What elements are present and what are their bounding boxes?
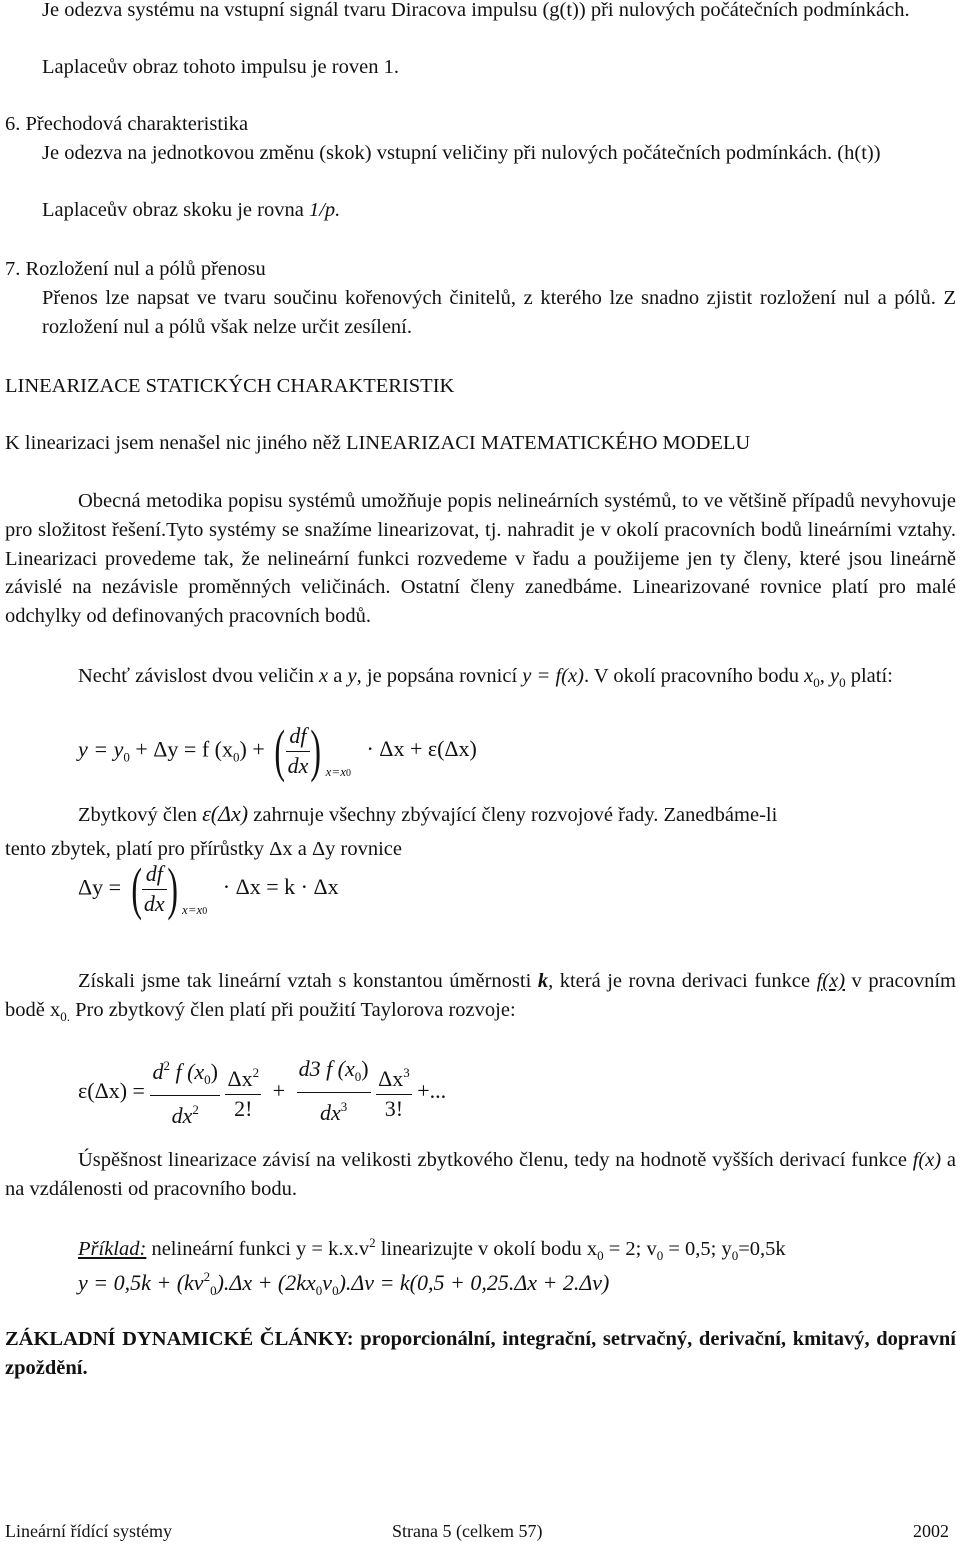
basic-elements-paragraph: ZÁKLADNÍ DYNAMICKÉ ČLÁNKY: proporcionální, integrační, setrvačný, derivační, kmitavý, dopravní zpoždění. bbox=[5, 1328, 956, 1379]
item6-title: 6. Přechodová charakteristika bbox=[5, 113, 249, 135]
example-line: Příklad: nelineární funkci $y = k.x.v^2$ linearizujte v okolí bodu $x_0 = 2$; $v_0 = 0,5$; $y_0=0,5k$ bbox=[78, 1235, 786, 1263]
success-paragraph: Úspěšnost linearizace závisí na velikosti zbytkového členu, tedy na hodnotě vyšších derivací funkce f(x) a na vzdálenosti od pracovního bodu. bbox=[5, 1149, 956, 1200]
item7-text: Přenos lze napsat ve tvaru součinu kořenových činitelů, z kterého lze snadno zjistit rozložení nul a pólů. Z rozložení nul a pólů však nelze určit zesílení. bbox=[42, 287, 956, 338]
item6-text: Je odezva na jednotkovou změnu (skok) vstupní veličiny při nulových počátečních podmínkách. (h(t)) bbox=[42, 142, 881, 164]
footer-page-number: Strana 5 (celkem 57) bbox=[392, 1521, 543, 1541]
remainder-paragraph: Zbytkový člen ε(Δx) zahrnuje všechny zbývající členy rozvojové řady. Zanedbáme-li bbox=[78, 801, 778, 826]
item7-title: 7. Rozložení nul a pólů přenosu bbox=[5, 258, 266, 280]
section-heading: LINEARIZACE STATICKÝCH CHARAKTERISTIK bbox=[5, 375, 455, 397]
remainder-continuation: tento zbytek, platí pro přírůstky Δx a Δy rovnice bbox=[5, 838, 402, 860]
intro-paragraph: Je odezva systému na vstupní signál tvaru Diracova impulsu (g(t)) při nulových počátečních podmínkách. bbox=[42, 0, 910, 21]
equation-linearization: $y = y_0 + \Delta y = f$ $(x_0)$ + ( $\frac{df}{dx}$ ) $_{x=x0}$ · Δx + ε(Δx) bbox=[78, 718, 477, 784]
intro-laplace: Laplaceův obraz tohoto impulsu je roven 1. bbox=[42, 56, 399, 78]
footer-title: Lineární řídící systémy bbox=[5, 1521, 172, 1541]
section-note: K linearizaci jsem nenašel nic jiného něž LINEARIZACI MATEMATICKÉHO MODELU bbox=[5, 432, 751, 454]
proportionality-paragraph: Získali jsme tak lineární vztah s konstantou úměrnosti k, která je rovna derivaci funkce f(x) v pracovním bodě $x_{0.}$ Pro zbytkový člen platí při použití Taylorova rozvoje: bbox=[5, 970, 956, 1024]
footer-year: 2002 bbox=[913, 1521, 949, 1541]
dependency-paragraph: Nechť závislost dvou veličin x a y, je popsána rovnicí y = f(x). V okolí pracovního bodu $x_0$, $y_0$ platí: bbox=[78, 665, 893, 691]
equation-increment: Δy = ( $\frac{df}{dx}$ ) $_{x=x0}$ · Δx = k · Δx bbox=[78, 856, 339, 922]
item6-laplace: Laplaceův obraz skoku je rovna 1/p. bbox=[42, 199, 341, 221]
linearization-paragraph: Obecná metodika popisu systémů umožňuje popis nelineárních systémů, to ve většině případů nevyhovuje pro složitost řešení.Tyto systémy se snažíme linearizovat, tj. nahradit je v okolí pracovních bodů lineárními vztahy. Linearizaci provedeme tak, že nelineární funkci rozvedeme v řadu a použijeme jen ty členy, které jsou lineárně závislé na nezávisle proměnných veličinách. Ostatní členy zanedbáme. Linearizované rovnice platí pro malé odchylky od definovaných pracovních bodů. bbox=[5, 490, 956, 628]
equation-taylor: ε(Δx) = $\frac{d^2 f (x_0)}{dx^2}$ $\frac{\Delta x^2}{2!}$ + $\frac{d3 f (x_0)}{dx^3}$ $\frac{\Delta x^3}{3!}$ +... bbox=[78, 1052, 446, 1131]
equation-example: $y = 0,5k + (kv^2_0).\Delta x + (2kx_0v_0).\Delta v = k(0,5 + 0,25.\Delta x + 2.\Delta v)$ bbox=[78, 1269, 610, 1298]
